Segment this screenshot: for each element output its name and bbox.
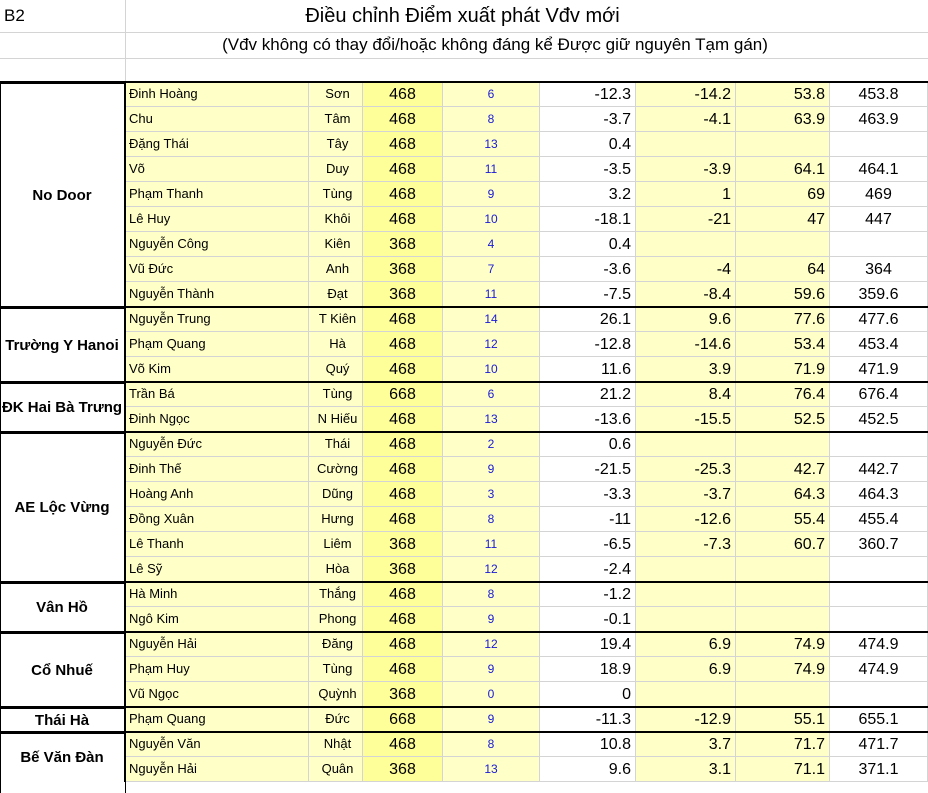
value4-cell[interactable]: 655.1: [830, 707, 928, 732]
value2-cell[interactable]: 6.9: [636, 632, 736, 657]
group-separator: [0, 706, 928, 708]
index-cell[interactable]: 0: [443, 682, 540, 707]
surname-cell[interactable]: Nguyễn Văn: [125, 732, 309, 757]
value3-cell[interactable]: 60.7: [736, 532, 830, 557]
value2-cell[interactable]: 8.4: [636, 382, 736, 407]
surname-cell[interactable]: Phạm Quang: [125, 332, 309, 357]
value3-cell[interactable]: 69: [736, 182, 830, 207]
table-row: [0, 682, 928, 707]
group-name-cell[interactable]: No Door: [0, 82, 125, 307]
value4-cell[interactable]: 471.9: [830, 357, 928, 382]
index-cell[interactable]: 11: [443, 157, 540, 182]
value4-cell[interactable]: [830, 232, 928, 257]
value4-cell[interactable]: 452.5: [830, 407, 928, 432]
value4-cell[interactable]: 360.7: [830, 532, 928, 557]
table-row: [0, 582, 928, 607]
index-cell[interactable]: 4: [443, 232, 540, 257]
value4-cell[interactable]: 442.7: [830, 457, 928, 482]
base-score-cell[interactable]: 468: [363, 82, 443, 107]
value3-cell[interactable]: 74.9: [736, 632, 830, 657]
value4-cell[interactable]: 364: [830, 257, 928, 282]
header-row-2: [0, 32, 928, 59]
surname-cell[interactable]: Lê Sỹ: [125, 557, 309, 582]
index-cell[interactable]: 13: [443, 407, 540, 432]
value4-cell[interactable]: 474.9: [830, 657, 928, 682]
value2-cell[interactable]: -3.7: [636, 482, 736, 507]
given-name-cell[interactable]: Kiên: [309, 232, 363, 257]
value2-cell[interactable]: 3.9: [636, 357, 736, 382]
value2-cell[interactable]: 6.9: [636, 657, 736, 682]
value4-cell[interactable]: 371.1: [830, 757, 928, 782]
value3-cell[interactable]: 63.9: [736, 107, 830, 132]
value1-cell[interactable]: 26.1: [540, 307, 636, 332]
surname-cell[interactable]: Vũ Đức: [125, 257, 309, 282]
value2-cell[interactable]: 3.7: [636, 732, 736, 757]
value1-cell[interactable]: 9.6: [540, 757, 636, 782]
group-name-cell[interactable]: Bế Văn Đàn: [0, 732, 125, 782]
table-row: [0, 257, 928, 282]
group-separator: [0, 631, 928, 633]
base-score-cell[interactable]: 468: [363, 132, 443, 157]
given-name-cell[interactable]: Liêm: [309, 532, 363, 557]
table-row: [0, 757, 928, 782]
surname-cell[interactable]: Ngô Kim: [125, 607, 309, 632]
index-cell[interactable]: 8: [443, 582, 540, 607]
surname-cell[interactable]: Nguyễn Thành: [125, 282, 309, 307]
value2-cell[interactable]: -4.1: [636, 107, 736, 132]
surname-cell[interactable]: Phạm Huy: [125, 657, 309, 682]
group-name-cell[interactable]: AE Lộc Vừng: [0, 432, 125, 582]
value2-cell[interactable]: 1: [636, 182, 736, 207]
base-score-cell[interactable]: 468: [363, 432, 443, 457]
surname-cell[interactable]: Hà Minh: [125, 582, 309, 607]
value1-cell[interactable]: -3.3: [540, 482, 636, 507]
surname-cell[interactable]: Phạm Quang: [125, 707, 309, 732]
table-row: [0, 332, 928, 357]
given-name-cell[interactable]: Nhật: [309, 732, 363, 757]
value3-cell[interactable]: [736, 607, 830, 632]
index-cell[interactable]: 3: [443, 482, 540, 507]
value2-cell[interactable]: -25.3: [636, 457, 736, 482]
value1-cell[interactable]: -1.2: [540, 582, 636, 607]
value3-cell[interactable]: 64.3: [736, 482, 830, 507]
surname-cell[interactable]: Lê Thanh: [125, 532, 309, 557]
value3-cell[interactable]: [736, 582, 830, 607]
value3-cell[interactable]: 53.4: [736, 332, 830, 357]
table-row: [0, 557, 928, 582]
surname-cell[interactable]: Nguyễn Trung: [125, 307, 309, 332]
value3-cell[interactable]: 64: [736, 257, 830, 282]
value4-cell[interactable]: 453.4: [830, 332, 928, 357]
value3-cell[interactable]: 71.1: [736, 757, 830, 782]
value1-cell[interactable]: 19.4: [540, 632, 636, 657]
value3-cell[interactable]: [736, 432, 830, 457]
value1-cell[interactable]: -13.6: [540, 407, 636, 432]
value2-cell[interactable]: [636, 132, 736, 157]
table-row: [0, 82, 928, 107]
value2-cell[interactable]: -12.6: [636, 507, 736, 532]
group-name-cell[interactable]: Trường Y Hanoi: [0, 307, 125, 382]
given-name-cell[interactable]: Duy: [309, 157, 363, 182]
given-name-cell[interactable]: Dũng: [309, 482, 363, 507]
value1-cell[interactable]: -18.1: [540, 207, 636, 232]
value2-cell[interactable]: -4: [636, 257, 736, 282]
index-cell[interactable]: 2: [443, 432, 540, 457]
surname-cell[interactable]: Nguyễn Công: [125, 232, 309, 257]
index-cell[interactable]: 11: [443, 532, 540, 557]
value1-cell[interactable]: -6.5: [540, 532, 636, 557]
index-cell[interactable]: 6: [443, 382, 540, 407]
value3-cell[interactable]: 71.9: [736, 357, 830, 382]
index-cell[interactable]: 10: [443, 207, 540, 232]
base-score-cell[interactable]: 468: [363, 632, 443, 657]
value1-cell[interactable]: 0.4: [540, 132, 636, 157]
given-name-cell[interactable]: Cường: [309, 457, 363, 482]
index-cell[interactable]: 11: [443, 282, 540, 307]
index-cell[interactable]: 7: [443, 257, 540, 282]
table-row: [0, 632, 928, 657]
value4-cell[interactable]: [830, 607, 928, 632]
base-score-cell[interactable]: 368: [363, 757, 443, 782]
value1-cell[interactable]: -11.3: [540, 707, 636, 732]
index-cell[interactable]: 13: [443, 132, 540, 157]
value4-cell[interactable]: 676.4: [830, 382, 928, 407]
value2-cell[interactable]: -8.4: [636, 282, 736, 307]
surname-cell[interactable]: Nguyễn Đức: [125, 432, 309, 457]
table-row: [0, 107, 928, 132]
base-score-cell[interactable]: 468: [363, 157, 443, 182]
given-name-cell[interactable]: Đức: [309, 707, 363, 732]
table-row: [0, 357, 928, 382]
value2-cell[interactable]: -14.2: [636, 82, 736, 107]
group-separator: [0, 306, 928, 308]
value1-cell[interactable]: -3.6: [540, 257, 636, 282]
base-score-cell[interactable]: 468: [363, 582, 443, 607]
base-score-cell[interactable]: 468: [363, 307, 443, 332]
surname-cell[interactable]: Vũ Ngọc: [125, 682, 309, 707]
given-name-cell[interactable]: N Hiếu: [309, 407, 363, 432]
surname-cell[interactable]: Trần Bá: [125, 382, 309, 407]
value2-cell[interactable]: -12.9: [636, 707, 736, 732]
value2-cell[interactable]: [636, 557, 736, 582]
base-score-cell[interactable]: 368: [363, 532, 443, 557]
index-cell[interactable]: 13: [443, 757, 540, 782]
value2-cell[interactable]: -21: [636, 207, 736, 232]
table-row: [0, 482, 928, 507]
given-name-cell[interactable]: Sơn: [309, 82, 363, 107]
value1-cell[interactable]: -0.1: [540, 607, 636, 632]
index-cell[interactable]: 9: [443, 182, 540, 207]
index-cell[interactable]: 12: [443, 557, 540, 582]
given-name-cell[interactable]: Quỳnh: [309, 682, 363, 707]
group-name-cell[interactable]: Thái Hà: [0, 707, 125, 732]
group-name-cell[interactable]: Vân Hồ: [0, 582, 125, 632]
table-row: [0, 432, 928, 457]
given-name-cell[interactable]: Hòa: [309, 557, 363, 582]
base-score-cell[interactable]: 468: [363, 507, 443, 532]
given-name-cell[interactable]: Hà: [309, 332, 363, 357]
value4-cell[interactable]: [830, 132, 928, 157]
value2-cell[interactable]: -14.6: [636, 332, 736, 357]
value1-cell[interactable]: -7.5: [540, 282, 636, 307]
surname-cell[interactable]: Chu: [125, 107, 309, 132]
value2-cell[interactable]: [636, 607, 736, 632]
given-name-cell[interactable]: Tùng: [309, 182, 363, 207]
table-row: [0, 207, 928, 232]
table-row: [0, 382, 928, 407]
value4-cell[interactable]: 477.6: [830, 307, 928, 332]
value3-cell[interactable]: 74.9: [736, 657, 830, 682]
sheet-subtitle: (Vđv không có thay đổi/hoặc không đáng kể Được giữ nguyên Tạm gán): [222, 35, 768, 54]
value3-cell[interactable]: 77.6: [736, 307, 830, 332]
value1-cell[interactable]: -21.5: [540, 457, 636, 482]
index-cell[interactable]: 9: [443, 607, 540, 632]
base-score-cell[interactable]: 468: [363, 457, 443, 482]
value3-cell[interactable]: 53.8: [736, 82, 830, 107]
index-cell[interactable]: 12: [443, 332, 540, 357]
value3-cell[interactable]: [736, 557, 830, 582]
header-row-1: [0, 0, 928, 33]
table-row: [0, 282, 928, 307]
value4-cell[interactable]: 447: [830, 207, 928, 232]
value3-cell[interactable]: 76.4: [736, 382, 830, 407]
index-cell[interactable]: 8: [443, 107, 540, 132]
value4-cell[interactable]: [830, 557, 928, 582]
index-cell[interactable]: 8: [443, 507, 540, 532]
value1-cell[interactable]: -2.4: [540, 557, 636, 582]
surname-cell[interactable]: Nguyễn Hải: [125, 757, 309, 782]
index-cell[interactable]: 12: [443, 632, 540, 657]
value1-cell[interactable]: 10.8: [540, 732, 636, 757]
base-score-cell[interactable]: 468: [363, 207, 443, 232]
value1-cell[interactable]: 11.6: [540, 357, 636, 382]
value1-cell[interactable]: 21.2: [540, 382, 636, 407]
value2-cell[interactable]: 3.1: [636, 757, 736, 782]
value4-cell[interactable]: 464.3: [830, 482, 928, 507]
value2-cell[interactable]: -3.9: [636, 157, 736, 182]
index-cell[interactable]: 9: [443, 457, 540, 482]
given-name-cell[interactable]: Hưng: [309, 507, 363, 532]
surname-cell[interactable]: Đặng Thái: [125, 132, 309, 157]
base-score-cell[interactable]: 468: [363, 332, 443, 357]
value3-cell[interactable]: 55.1: [736, 707, 830, 732]
value1-cell[interactable]: 0.4: [540, 232, 636, 257]
table-row: [0, 507, 928, 532]
value4-cell[interactable]: 359.6: [830, 282, 928, 307]
surname-cell[interactable]: Nguyễn Hải: [125, 632, 309, 657]
given-name-cell[interactable]: Phong: [309, 607, 363, 632]
value3-cell[interactable]: [736, 232, 830, 257]
base-score-cell[interactable]: 468: [363, 357, 443, 382]
value4-cell[interactable]: 463.9: [830, 107, 928, 132]
given-name-cell[interactable]: Quý: [309, 357, 363, 382]
given-name-cell[interactable]: Anh: [309, 257, 363, 282]
group-separator: [0, 731, 928, 733]
value1-cell[interactable]: 18.9: [540, 657, 636, 682]
value1-cell[interactable]: -3.7: [540, 107, 636, 132]
base-score-cell[interactable]: 668: [363, 382, 443, 407]
base-score-cell[interactable]: 368: [363, 682, 443, 707]
given-name-cell[interactable]: Thái: [309, 432, 363, 457]
given-name-cell[interactable]: Tâm: [309, 107, 363, 132]
group-separator: [0, 581, 928, 583]
base-score-cell[interactable]: 368: [363, 257, 443, 282]
base-score-cell[interactable]: 468: [363, 482, 443, 507]
given-name-cell[interactable]: Thắng: [309, 582, 363, 607]
group-name-cell[interactable]: ĐK Hai Bà Trưng: [0, 382, 125, 432]
group-separator: [0, 381, 928, 383]
value4-cell[interactable]: 455.4: [830, 507, 928, 532]
surname-cell[interactable]: Đinh Ngọc: [125, 407, 309, 432]
index-cell[interactable]: 14: [443, 307, 540, 332]
value3-cell[interactable]: 47: [736, 207, 830, 232]
table-row: [0, 132, 928, 157]
base-score-cell[interactable]: 468: [363, 607, 443, 632]
surname-cell[interactable]: Phạm Thanh: [125, 182, 309, 207]
value1-cell[interactable]: 3.2: [540, 182, 636, 207]
border-line: [125, 82, 126, 793]
index-cell[interactable]: 10: [443, 357, 540, 382]
given-name-cell[interactable]: Tây: [309, 132, 363, 157]
value1-cell[interactable]: -12.3: [540, 82, 636, 107]
value2-cell[interactable]: [636, 232, 736, 257]
index-cell[interactable]: 8: [443, 732, 540, 757]
given-name-cell[interactable]: Tùng: [309, 382, 363, 407]
table-row: [0, 407, 928, 432]
value2-cell[interactable]: [636, 682, 736, 707]
value4-cell[interactable]: [830, 682, 928, 707]
sheet-title: Điều chỉnh Điểm xuất phát Vđv mới: [305, 5, 620, 27]
border-line: [0, 82, 1, 793]
group-name-cell[interactable]: Cổ Nhuế: [0, 632, 125, 707]
surname-cell[interactable]: Võ Kim: [125, 357, 309, 382]
group-separator: [0, 81, 928, 83]
value4-cell[interactable]: 453.8: [830, 82, 928, 107]
value1-cell[interactable]: -3.5: [540, 157, 636, 182]
value2-cell[interactable]: 9.6: [636, 307, 736, 332]
base-score-cell[interactable]: 368: [363, 557, 443, 582]
value2-cell[interactable]: -15.5: [636, 407, 736, 432]
value4-cell[interactable]: 464.1: [830, 157, 928, 182]
index-cell[interactable]: 9: [443, 657, 540, 682]
value3-cell[interactable]: 59.6: [736, 282, 830, 307]
surname-cell[interactable]: Hoàng Anh: [125, 482, 309, 507]
table-row: [0, 532, 928, 557]
table-row: [0, 307, 928, 332]
surname-cell[interactable]: Lê Huy: [125, 207, 309, 232]
value1-cell[interactable]: -11: [540, 507, 636, 532]
base-score-cell[interactable]: 368: [363, 282, 443, 307]
base-score-cell[interactable]: 668: [363, 707, 443, 732]
surname-cell[interactable]: Đinh Thế: [125, 457, 309, 482]
value4-cell[interactable]: [830, 582, 928, 607]
table-row: [0, 182, 928, 207]
base-score-cell[interactable]: 468: [363, 407, 443, 432]
surname-cell[interactable]: Võ: [125, 157, 309, 182]
header-row-3: [0, 58, 928, 83]
given-name-cell[interactable]: Đạt: [309, 282, 363, 307]
value3-cell[interactable]: 64.1: [736, 157, 830, 182]
value3-cell[interactable]: 55.4: [736, 507, 830, 532]
given-name-cell[interactable]: Tùng: [309, 657, 363, 682]
table-row: [0, 607, 928, 632]
given-name-cell[interactable]: Đăng: [309, 632, 363, 657]
value3-cell[interactable]: 42.7: [736, 457, 830, 482]
table-row: [0, 657, 928, 682]
cell-reference[interactable]: B2: [4, 6, 25, 25]
index-cell[interactable]: 9: [443, 707, 540, 732]
value4-cell[interactable]: 469: [830, 182, 928, 207]
value1-cell[interactable]: -12.8: [540, 332, 636, 357]
base-score-cell[interactable]: 468: [363, 107, 443, 132]
table-row: [0, 157, 928, 182]
index-cell[interactable]: 6: [443, 82, 540, 107]
group-separator: [0, 431, 928, 433]
base-score-cell[interactable]: 468: [363, 182, 443, 207]
given-name-cell[interactable]: Quân: [309, 757, 363, 782]
value4-cell[interactable]: 474.9: [830, 632, 928, 657]
value2-cell[interactable]: [636, 432, 736, 457]
given-name-cell[interactable]: T Kiên: [309, 307, 363, 332]
value4-cell[interactable]: 471.7: [830, 732, 928, 757]
surname-cell[interactable]: Đinh Hoàng: [125, 82, 309, 107]
table-row: [0, 732, 928, 757]
value1-cell[interactable]: 0: [540, 682, 636, 707]
table-row: [0, 457, 928, 482]
given-name-cell[interactable]: Khôi: [309, 207, 363, 232]
base-score-cell[interactable]: 368: [363, 232, 443, 257]
table-row: [0, 707, 928, 732]
value3-cell[interactable]: [736, 682, 830, 707]
value1-cell[interactable]: 0.6: [540, 432, 636, 457]
value2-cell[interactable]: -7.3: [636, 532, 736, 557]
base-score-cell[interactable]: 468: [363, 657, 443, 682]
value3-cell[interactable]: 52.5: [736, 407, 830, 432]
surname-cell[interactable]: Đồng Xuân: [125, 507, 309, 532]
value3-cell[interactable]: 71.7: [736, 732, 830, 757]
value4-cell[interactable]: [830, 432, 928, 457]
value2-cell[interactable]: [636, 582, 736, 607]
base-score-cell[interactable]: 468: [363, 732, 443, 757]
table-row: [0, 232, 928, 257]
value3-cell[interactable]: [736, 132, 830, 157]
